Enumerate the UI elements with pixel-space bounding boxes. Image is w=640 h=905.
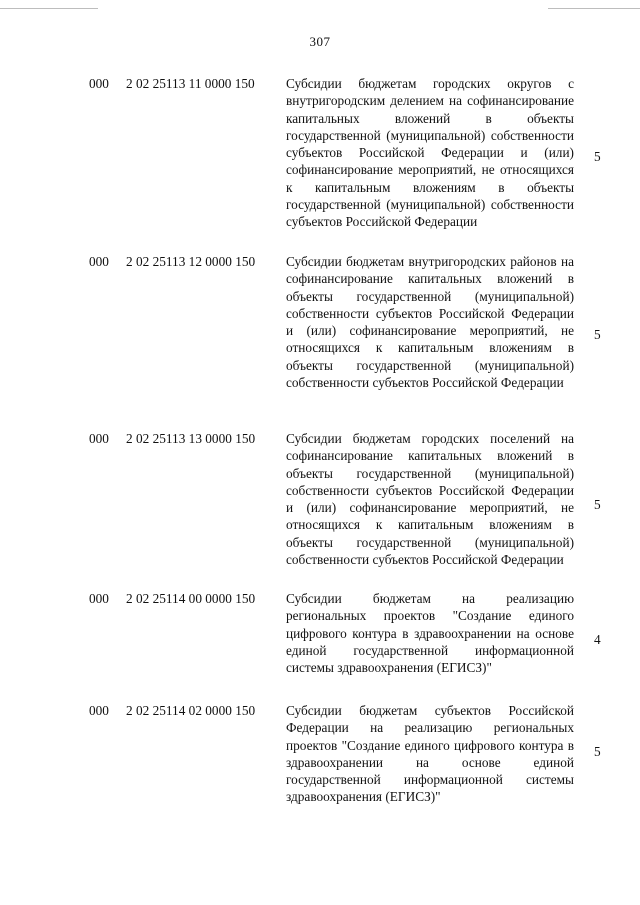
row-description: Субсидии бюджетам на реализацию региональных проектов "Создание единого цифрового контура в здравоохранении на основе единой государственной информационной системы здравоохранения (ЕГИСЗ)" [286,591,574,676]
budget-classification-code: 2 02 25113 13 0000 150 [126,431,256,446]
allocation-norm: 5 [594,497,601,512]
page-number: 307 [309,34,331,49]
allocation-norm: 5 [594,149,601,164]
top-edge-line-left [0,8,98,9]
admin-code: 000 [89,703,109,718]
budget-classification-code: 2 02 25113 12 0000 150 [126,254,256,269]
row-description: Субсидии бюджетам городских округов с внутригородским делением на софинансирование капитальных вложений в объекты государственной (муниципальной) собственности субъектов Российской Федерации и (или) софинансирование мероприятий, не относящихся к капитальным вложениям в объекты государственной (муниципальной) собственности субъектов Российской Федерации [286,76,574,230]
row-description: Субсидии бюджетам городских поселений на софинансирование капитальных вложений в объекты государственной (муниципальной) собственности субъектов Российской Федерации и (или) софинансирование мероприятий, не относящихся к капитальным вложениям в объекты государственной (муниципальной) собственности субъектов Российской Федерации [286,431,574,568]
budget-classification-code: 2 02 25114 00 0000 150 [126,591,256,606]
budget-classification-code: 2 02 25114 02 0000 150 [126,703,256,718]
top-edge-line-right [548,8,640,9]
allocation-norm: 4 [594,632,601,647]
admin-code: 000 [89,76,109,91]
admin-code: 000 [89,431,109,446]
budget-classification-code: 2 02 25113 11 0000 150 [126,76,255,91]
admin-code: 000 [89,591,109,606]
row-description: Субсидии бюджетам субъектов Российской Федерации на реализацию региональных проектов "Создание единого цифрового контура в здравоохранении на основе единой государственной информационной системы здравоохранения (ЕГИСЗ)" [286,703,574,805]
allocation-norm: 5 [594,327,601,342]
allocation-norm: 5 [594,744,601,759]
admin-code: 000 [89,254,109,269]
row-description: Субсидии бюджетам внутригородских районов на софинансирование капитальных вложений в объекты государственной (муниципальной) собственности субъектов Российской Федерации и (или) софинансирование мероприятий, не относящихся к капитальным вложениям в объекты государственной (муниципальной) собственности субъектов Российской Федерации [286,254,574,391]
